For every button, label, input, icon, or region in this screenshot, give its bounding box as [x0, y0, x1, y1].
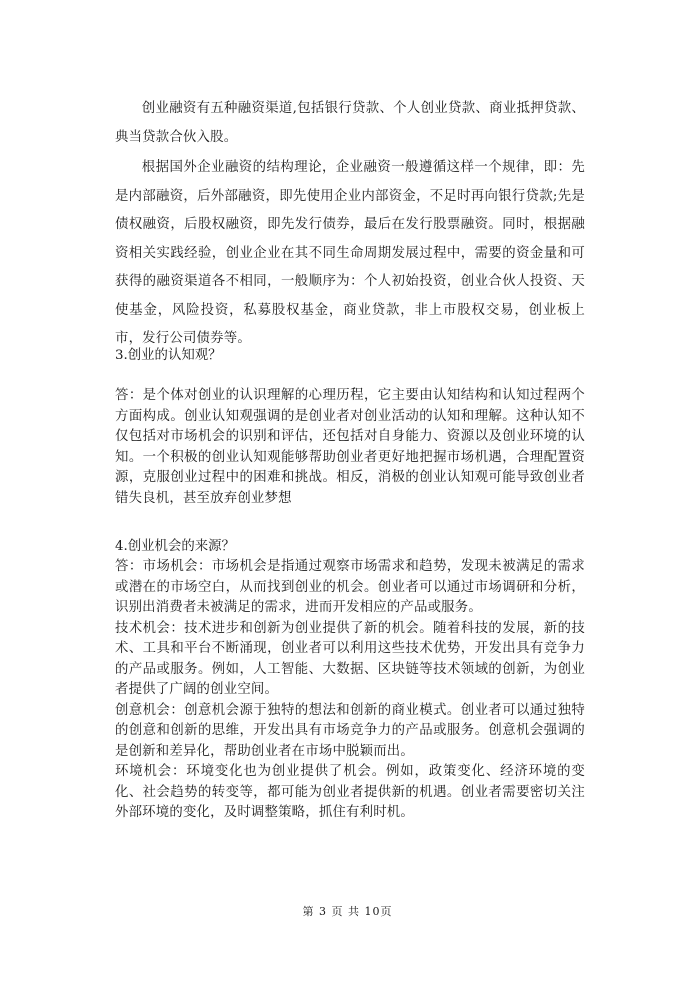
question-4-answer	[115, 557, 585, 824]
financing-channels-paragraph: 创业融资有五种融资渠道,包括银行贷款、个人创业贷款、商业抵押贷款、典当贷款合伙入股。	[115, 101, 585, 145]
market-opportunity-paragraph: 答：市场机会：市场机会是指通过观察市场需求和趋势，发现未被满足的需求或潜在的市场空白，从而找到创业的机会。创业者可以通过市场调研和分析，识别出消费者未被满足的需求，进而开发相应的产品或服务。	[115, 559, 585, 615]
page-number-footer: 第 3 页 共 10页	[302, 905, 393, 918]
question-4-heading: 4.创业机会的来源？	[115, 539, 235, 554]
cognition-answer-paragraph: 答：是个体对创业的认识理解的心理历程，它主要由认知结构和认知过程两个方面构成。创业认知观强调的是创业者对创业活动的认知和理解。这种认知不仅包括对市场机会的识别和评估，还包括对自身能力、资源以及创业环境的认知。一个积极的创业认知观能够帮助创业者更好地把握市场机遇，合理配置资源，克服创业过程中的困难和挑战。相反，消极的创业认知观可能导致创业者错失良机，甚至放弃创业梦想	[115, 388, 585, 506]
question-3-heading: 3.创业的认知观？	[115, 348, 222, 363]
financing-theory-paragraph: 根据国外企业融资的结构理论，企业融资一般遵循这样一个规律，即：先是内部融资，后外部融资，即先使用企业内部资金，不足时再向银行贷款;先是债权融资，后股权融资，即先发行债券，最后在发行股票融资。同时，根据融资相关实践经验，创业企业在其不同生命周期发展过程中，需要的资金量和可获得的融资渠道各不相同，一般顺序为：个人初始投资，创业合伙人投资、天使基金，风险投资，私募股权基金，商业贷款，非上市股权交易，创业板上市，发行公司债券等。	[115, 160, 585, 346]
financing-section	[115, 95, 585, 356]
tech-opportunity-paragraph: 技术机会：技术进步和创新为创业提供了新的机会。随着科技的发展，新的技术、工具和平台不断涌现，创业者可以利用这些技术优势，开发出具有竞争力的产品或服务。例如，人工智能、大数据、区块链等技术领域的创新，为创业者提供了广阔的创业空间。	[115, 620, 585, 697]
environment-opportunity-paragraph: 环境机会：环境变化也为创业提供了机会。例如，政策变化、经济环境的变化、社会趋势的转变等，都可能为创业者提供新的机遇。创业者需要密切关注外部环境的变化，及时调整策略，抓住有利时机。	[115, 764, 585, 820]
idea-opportunity-paragraph: 创意机会：创意机会源于独特的想法和创新的商业模式。创业者可以通过独特的创意和创新的思维，开发出具有市场竞争力的产品或服务。创意机会强调的是创新和差异化，帮助创业者在市场中脱颖而出。	[115, 702, 585, 759]
question-3-answer	[115, 386, 585, 509]
